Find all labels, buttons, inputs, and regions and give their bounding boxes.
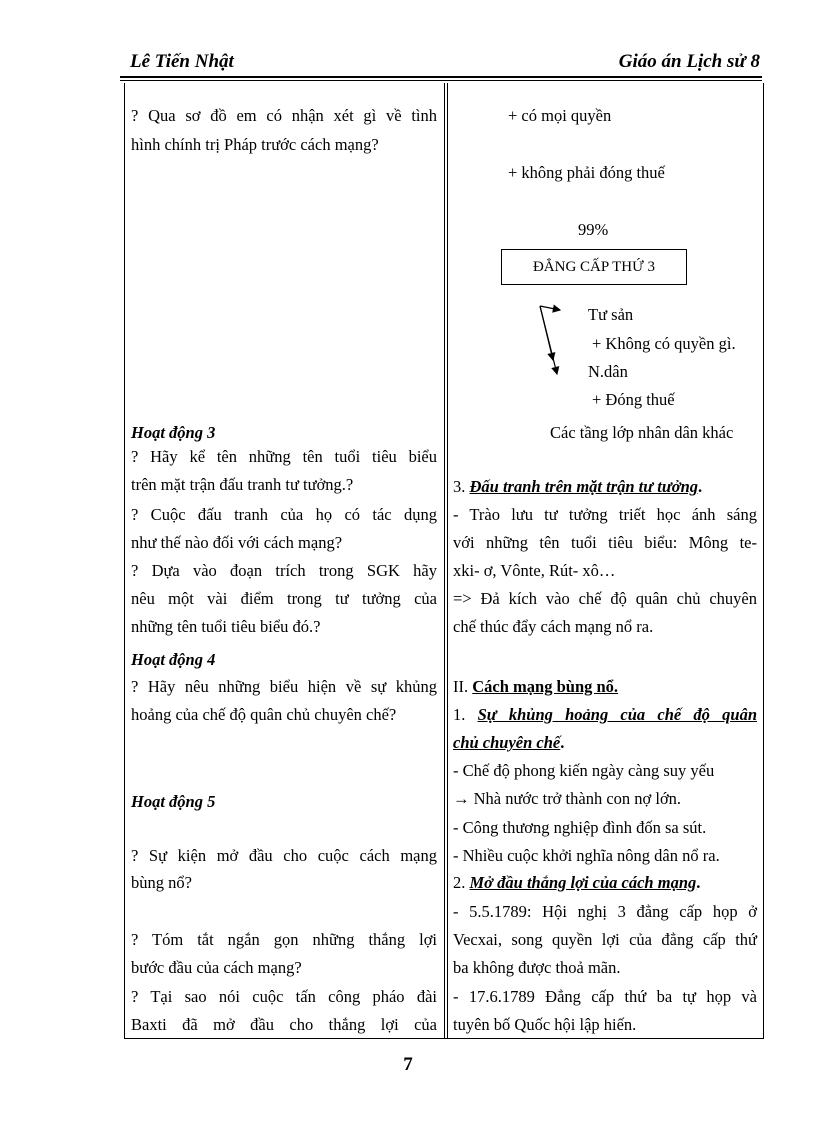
- question-text: ? Hãy kể tên những tên tuổi tiêu biểu: [131, 447, 437, 466]
- class-detail: + Không có quyền gì.: [592, 334, 736, 353]
- question-text: nêu một vài điểm trong tư tưởng của: [131, 589, 437, 608]
- section-heading-2: [453, 873, 757, 893]
- class-detail: + Đóng thuế: [592, 390, 675, 409]
- section-number: II.: [453, 677, 473, 696]
- population-percent: 99%: [578, 220, 609, 239]
- content-text: - Nhiều cuộc khởi nghĩa nông dân nổ ra.: [453, 846, 720, 865]
- question-text: ? Tại sao nói cuộc tấn công pháo đài: [131, 987, 437, 1006]
- privilege-item: + không phải đóng thuế: [508, 163, 665, 182]
- section-number: 1.: [453, 705, 478, 724]
- question-text: trên mặt trận đấu tranh tư tưởng.?: [131, 475, 354, 494]
- question-text: ? Sự kiện mở đầu cho cuộc cách mạng: [131, 846, 437, 865]
- content-text: tuyên bố Quốc hội lập hiến.: [453, 1015, 637, 1034]
- column-divider: [444, 83, 448, 1038]
- content-text: - 17.6.1789 Đẳng cấp thứ ba tự họp và: [453, 987, 757, 1006]
- third-estate-box: ĐẲNG CẤP THỨ 3: [501, 249, 687, 285]
- content-text: Vecxai, song quyền lợi của đẳng cấp thứ: [453, 930, 757, 949]
- activity-heading: Hoạt động 4: [131, 650, 216, 669]
- content-text: xki- ơ, Vônte, Rút- xô…: [453, 561, 616, 580]
- content-text: chế thúc đẩy cách mạng nổ ra.: [453, 617, 654, 636]
- section-heading-3: [453, 477, 757, 497]
- question-text: hình chính trị Pháp trước cách mạng?: [131, 135, 379, 154]
- privilege-item: + có mọi quyền: [508, 106, 612, 125]
- section-title: Mở đầu thắng lợi của cách mạng: [469, 873, 697, 892]
- question-text: bước đầu của cách mạng?: [131, 958, 302, 977]
- question-text: Baxti đã mở đầu cho thắng lợi của: [131, 1015, 437, 1034]
- section-title: chủ chuyên chế: [453, 733, 561, 752]
- class-label: N.dân: [588, 362, 628, 381]
- section-title: Cách mạng bùng nổ.: [472, 677, 619, 696]
- section-number: 3.: [453, 477, 470, 496]
- page-number: 7: [403, 1054, 413, 1075]
- section-title: Đấu tranh trên mặt trận tư tưởng: [469, 477, 699, 496]
- question-text: hoảng của chế độ quân chủ chuyên chế?: [131, 705, 397, 724]
- section-title: Sự khủng hoảng của chế độ quân: [477, 705, 758, 724]
- activity-heading: Hoạt động 3: [131, 423, 216, 442]
- class-label: Tư sản: [588, 305, 634, 324]
- content-text: ba không được thoả mãn.: [453, 958, 621, 977]
- header-rule-thin: [120, 80, 762, 81]
- section-end: .: [698, 477, 703, 496]
- estate-arrows: [536, 302, 586, 382]
- header-subject: Giáo án Lịch sử 8: [618, 51, 760, 72]
- section-heading-II: [453, 677, 757, 697]
- section-end: .: [696, 873, 701, 892]
- activity-heading: Hoạt động 5: [131, 792, 216, 811]
- question-text: những tên tuổi tiêu biểu đó.?: [131, 617, 321, 636]
- header-rule-thick: [120, 76, 762, 78]
- question-text: ? Cuộc đấu tranh của họ có tác dụng: [131, 505, 437, 524]
- section-heading-1: [453, 705, 757, 725]
- question-text: bùng nổ?: [131, 873, 192, 892]
- question-text: ? Tóm tắt ngắn gọn những thắng lợi: [131, 930, 437, 949]
- content-text: → Nhà nước trở thành con nợ lớn.: [453, 789, 682, 808]
- question-text: ? Qua sơ đồ em có nhận xét gì về tình: [131, 106, 437, 125]
- question-text: ? Dựa vào đoạn trích trong SGK hãy: [131, 561, 437, 580]
- section-end: .: [560, 733, 565, 752]
- question-text: như thế nào đối với cách mạng?: [131, 533, 343, 552]
- section-heading-1-cont: [453, 733, 757, 753]
- content-text: - Trào lưu tư tưởng triết học ánh sáng: [453, 505, 757, 524]
- content-text: - Công thương nghiệp đình đốn sa sút.: [453, 818, 707, 837]
- header-author: Lê Tiến Nhật: [130, 51, 234, 72]
- class-label: Các tầng lớp nhân dân khác: [550, 423, 734, 442]
- content-text: - 5.5.1789: Hội nghị 3 đẳng cấp họp ở: [453, 902, 757, 921]
- content-text: - Chế độ phong kiến ngày càng suy yếu: [453, 761, 715, 780]
- content-text: => Đả kích vào chế độ quân chủ chuyên: [453, 589, 757, 608]
- page-header: [120, 51, 760, 75]
- content-text: với những tên tuổi tiêu biểu: Mông te-: [453, 533, 757, 552]
- question-text: ? Hãy nêu những biểu hiện về sự khủng: [131, 677, 437, 696]
- section-number: 2.: [453, 873, 470, 892]
